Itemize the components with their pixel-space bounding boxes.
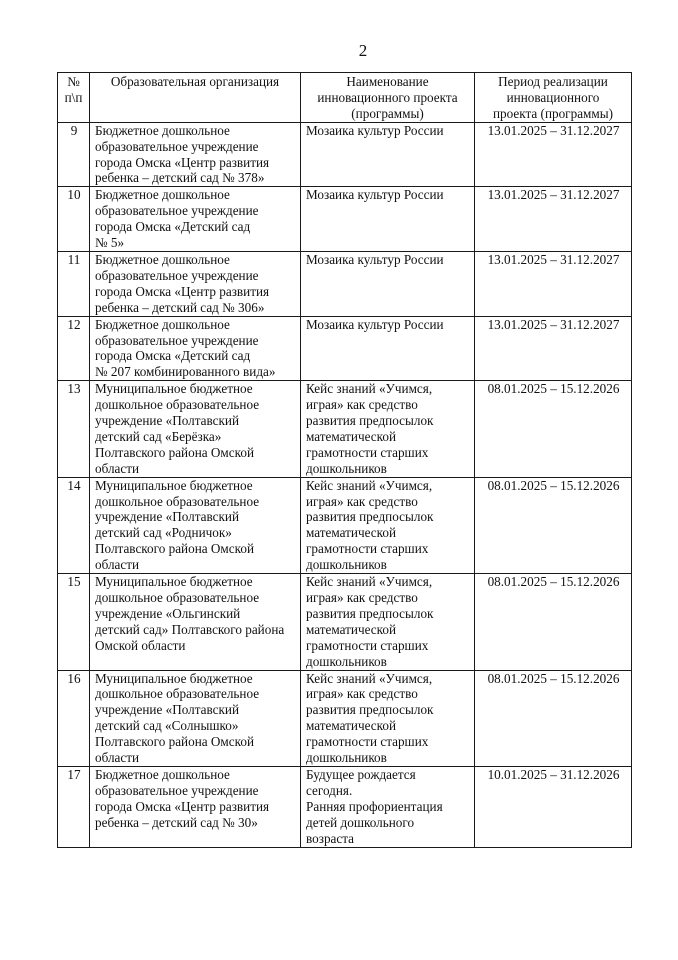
project-name-line: развития предпосылок — [306, 702, 434, 718]
organization-line: детский сад «Солнышко» — [95, 718, 239, 734]
table-row — [58, 574, 632, 670]
organization-line: образовательное учреждение — [95, 782, 259, 798]
project-name-line: Будущее рождается — [306, 766, 416, 782]
project-name-cell — [301, 574, 475, 670]
period-cell: 10.01.2025 – 31.12.2026 — [475, 766, 632, 847]
project-name-line: Мозаика культур России — [306, 187, 444, 203]
header-project-line: Наименование — [346, 74, 429, 89]
project-name-cell — [301, 381, 475, 477]
project-name-line: сегодня. — [306, 782, 353, 798]
header-period-line: инновационного — [506, 89, 600, 105]
organization-line: детский сад «Берёзка» — [95, 428, 222, 444]
organization-cell — [90, 766, 301, 847]
organization-line: ребенка – детский сад № 378» — [95, 170, 265, 186]
innovation-projects-table — [57, 72, 632, 848]
organization-line: Муниципальное бюджетное — [95, 381, 253, 397]
project-name-line: дошкольников — [306, 653, 387, 669]
header-project-name — [301, 73, 475, 123]
project-name-line: детей дошкольного — [306, 814, 415, 830]
organization-line: города Омска «Центр развития — [95, 283, 270, 299]
organization-line: области — [95, 460, 140, 476]
header-organization — [90, 73, 301, 123]
project-name-line: дошкольников — [306, 460, 387, 476]
project-name-line: Мозаика культур России — [306, 316, 444, 332]
table-row — [58, 122, 632, 187]
row-number-cell: 9 — [58, 122, 90, 187]
organization-line: Полтавского района Омской — [95, 734, 255, 750]
organization-line: № 5» — [95, 235, 125, 251]
header-period-line: Период реализации — [498, 74, 608, 89]
header-period-line: проекта (программы) — [492, 105, 613, 121]
table-row — [58, 316, 632, 381]
organization-line: дошкольное образовательное — [95, 397, 260, 413]
organization-line: Бюджетное дошкольное — [95, 122, 230, 138]
row-number-cell: 10 — [58, 187, 90, 252]
organization-line: области — [95, 557, 140, 573]
organization-cell — [90, 477, 301, 573]
organization-line: Полтавского района Омской — [95, 541, 255, 557]
period-cell: 08.01.2025 – 15.12.2026 — [475, 670, 632, 766]
organization-line: дошкольное образовательное — [95, 590, 260, 605]
project-name-cell — [301, 670, 475, 766]
header-number — [58, 73, 90, 123]
row-number-cell: 17 — [58, 766, 90, 847]
organization-line: № 207 комбинированного вида» — [95, 364, 276, 380]
header-number-line: № — [67, 74, 80, 89]
organization-line: города Омска «Детский сад — [95, 219, 251, 235]
header-project-line: инновационного проекта — [317, 89, 458, 105]
project-name-cell — [301, 316, 475, 381]
organization-line: Бюджетное дошкольное — [95, 316, 230, 332]
organization-cell — [90, 381, 301, 477]
row-number-cell: 11 — [58, 251, 90, 316]
row-number-cell: 14 — [58, 477, 90, 573]
project-name-line: грамотности старших — [306, 734, 429, 750]
organization-line: области — [95, 750, 140, 766]
period-cell: 13.01.2025 – 31.12.2027 — [475, 187, 632, 252]
organization-line: Бюджетное дошкольное — [95, 187, 230, 203]
table-row — [58, 670, 632, 766]
period-cell: 13.01.2025 – 31.12.2027 — [475, 316, 632, 381]
project-name-line: развития предпосылок — [306, 509, 434, 525]
project-name-cell — [301, 187, 475, 252]
organization-cell — [90, 316, 301, 381]
organization-cell — [90, 251, 301, 316]
organization-line: образовательное учреждение — [95, 267, 259, 283]
organization-line: Бюджетное дошкольное — [95, 766, 230, 782]
organization-line: образовательное учреждение — [95, 332, 259, 348]
organization-cell — [90, 187, 301, 252]
project-name-line: Мозаика культур России — [306, 251, 444, 267]
table-row — [58, 187, 632, 252]
project-name-line: дошкольников — [306, 557, 387, 573]
organization-line: образовательное учреждение — [95, 138, 259, 154]
organization-line: Полтавского района Омской — [95, 444, 255, 460]
header-project-line: (программы) — [351, 105, 424, 121]
row-number-cell: 15 — [58, 574, 90, 670]
header-period — [475, 73, 632, 123]
organization-cell — [90, 670, 301, 766]
project-name-line: математической — [306, 621, 397, 637]
row-number-cell: 12 — [58, 316, 90, 381]
organization-line: Муниципальное бюджетное — [95, 477, 253, 493]
table-row — [58, 477, 632, 573]
table-body — [58, 122, 632, 847]
period-cell: 08.01.2025 – 15.12.2026 — [475, 381, 632, 477]
project-name-line: возраста — [306, 830, 355, 846]
organization-line: Муниципальное бюджетное — [95, 670, 253, 686]
project-name-line: Мозаика культур России — [306, 122, 444, 138]
project-name-line: грамотности старших — [306, 444, 429, 460]
organization-line: учреждение «Полтавский — [95, 509, 240, 525]
organization-line: детский сад «Родничок» — [95, 525, 232, 541]
project-name-line: математической — [306, 718, 397, 734]
organization-line: города Омска «Центр развития — [95, 798, 270, 814]
organization-line: ребенка – детский сад № 306» — [95, 299, 265, 315]
table-header-row — [58, 73, 632, 123]
project-name-line: математической — [306, 525, 397, 541]
project-name-line: играя» как средство — [306, 493, 418, 509]
project-name-line: грамотности старших — [306, 541, 429, 557]
project-name-cell — [301, 251, 475, 316]
project-name-line: математической — [306, 428, 397, 444]
table-row — [58, 381, 632, 477]
organization-line: города Омска «Детский сад — [95, 348, 251, 364]
header-number-line: п\п — [64, 89, 83, 105]
organization-line: детский сад» Полтавского района — [95, 621, 285, 637]
organization-line: образовательное учреждение — [95, 203, 259, 219]
project-name-line: Кейс знаний «Учимся, — [306, 574, 433, 590]
table-row — [58, 766, 632, 847]
period-cell: 13.01.2025 – 31.12.2027 — [475, 251, 632, 316]
table-row — [58, 251, 632, 316]
project-name-line: играя» как средство — [306, 686, 418, 702]
project-name-line: играя» как средство — [306, 397, 418, 413]
project-name-line: развития предпосылок — [306, 605, 434, 621]
row-number-cell: 16 — [58, 670, 90, 766]
header-organization-line: Образовательная организация — [110, 74, 280, 89]
organization-line: Омской области — [95, 637, 186, 653]
project-name-line: развития предпосылок — [306, 413, 434, 429]
organization-cell — [90, 574, 301, 670]
project-name-cell — [301, 477, 475, 573]
page-number: 2 — [358, 41, 368, 60]
project-name-line: грамотности старших — [306, 637, 429, 653]
project-name-line: Кейс знаний «Учимся, — [306, 381, 433, 397]
organization-line: ребенка – детский сад № 30» — [95, 814, 258, 830]
project-name-line: дошкольников — [306, 750, 387, 766]
project-name-line: играя» как средство — [306, 590, 418, 605]
organization-line: города Омска «Центр развития — [95, 154, 270, 170]
period-cell: 13.01.2025 – 31.12.2027 — [475, 122, 632, 187]
organization-line: учреждение «Полтавский — [95, 413, 240, 429]
project-name-cell — [301, 766, 475, 847]
period-cell: 08.01.2025 – 15.12.2026 — [475, 574, 632, 670]
organization-line: Бюджетное дошкольное — [95, 251, 230, 267]
organization-line: дошкольное образовательное — [95, 686, 260, 702]
organization-line: учреждение «Полтавский — [95, 702, 240, 718]
project-name-line: Ранняя профориентация — [306, 798, 443, 814]
row-number-cell: 13 — [58, 381, 90, 477]
period-cell: 08.01.2025 – 15.12.2026 — [475, 477, 632, 573]
project-name-line: Кейс знаний «Учимся, — [306, 477, 433, 493]
organization-cell — [90, 122, 301, 187]
organization-line: Муниципальное бюджетное — [95, 574, 253, 590]
project-name-line: Кейс знаний «Учимся, — [306, 670, 433, 686]
project-name-cell — [301, 122, 475, 187]
organization-line: дошкольное образовательное — [95, 493, 260, 509]
organization-line: учреждение «Ольгинский — [95, 605, 241, 621]
